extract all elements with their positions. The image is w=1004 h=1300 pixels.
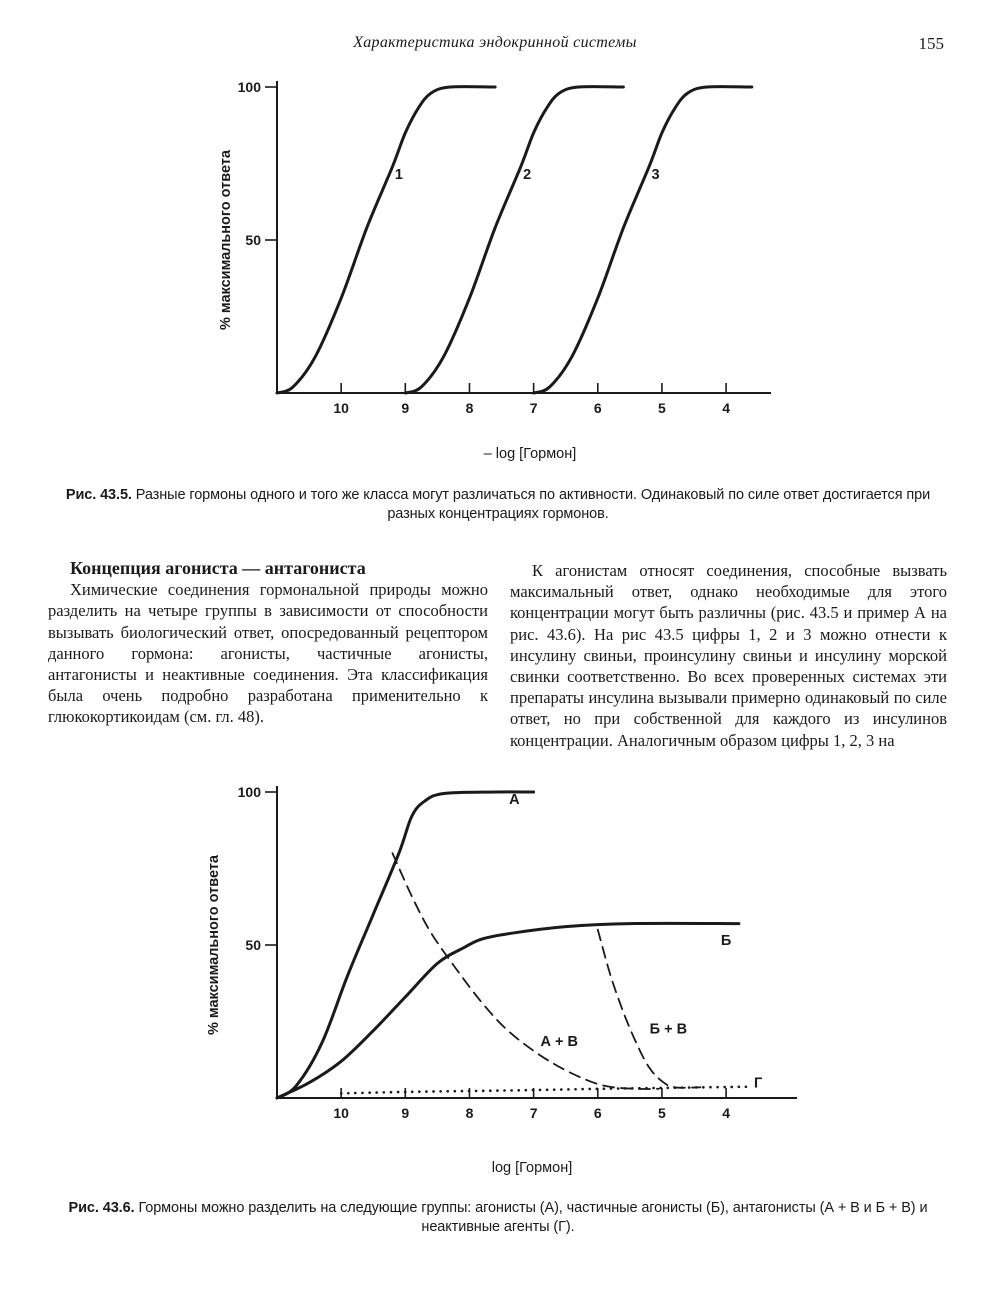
paragraph-right: К агонистам относят соединения, способные вызвать максимальный ответ, однако необходимые для этого концентрации могут быть различны (рис. 43.5 и пример А на рис. 43.6). На рис 43.5 цифры 1, 2 и 3 можно отнести к инсулину свиньи, проинсулину свиньи и инсулину морской свинки соответственно. Во всех проверенных системах эти препараты инсулина вызывали примерно одинаковый по силе ответ, но при собственной для каждого из инсулинов концентрации. Аналогичным образом цифры 1, 2, 3 на [510, 561, 947, 750]
series-line-2 [405, 87, 623, 393]
page-number: 155 [918, 34, 944, 53]
x-tick-label: 5 [658, 400, 666, 416]
x-tick-label: 8 [465, 1105, 474, 1121]
caption-text: Разные гормоны одного и того же класса могут различаться по активности. Одинаковый по силе ответ достигается при разных концентрациях гормонов. [131, 487, 931, 522]
series-label: 2 [523, 166, 532, 183]
series-label: А + В [540, 1033, 579, 1050]
y-axis-label: % максимального ответа [206, 855, 222, 1035]
y-tick-label: 100 [237, 79, 261, 95]
x-tick-label: 6 [593, 1105, 602, 1121]
y-tick-label: 50 [245, 232, 261, 248]
running-title: Характеристика эндокринной системы [353, 34, 637, 51]
x-tick-label: 6 [593, 400, 602, 416]
series-line-Г [341, 1087, 752, 1094]
series-label: Г [754, 1075, 763, 1092]
series-label: А [509, 792, 520, 809]
y-axis-label: % максимального ответа [218, 150, 234, 330]
x-tick-label: 9 [401, 1105, 410, 1121]
right-column [510, 560, 947, 751]
caption-text: Гормоны можно разделить на следующие группы: агонисты (А), частичные агонисты (Б), антагонисты (А + В и Б + В) и неактивные агенты (Г). [134, 1200, 928, 1235]
series-line-1 [277, 87, 495, 393]
series-label: 1 [394, 166, 403, 183]
x-axis-label: log [Гормон] [491, 1160, 573, 1176]
paragraph-left: Химические соединения гормональной природы можно разделить на четыре группы в зависимости от способности вызывать биологический ответ, опосредованный рецептором данного гормона: агонисты, частичные агонисты, антагонисты и неактивные соединения. Эта классификация была очень подробно разработана применительно к глюкокортикоидам (см. гл. 48). [48, 580, 488, 727]
series-line-Б [277, 923, 739, 1098]
x-tick-label: 7 [529, 400, 538, 416]
y-tick-label: 100 [237, 784, 261, 800]
x-tick-label: 9 [401, 400, 410, 416]
running-head [0, 34, 1004, 58]
x-tick-label: 7 [529, 1105, 538, 1121]
x-tick-label: 4 [722, 400, 730, 416]
x-tick-label: 5 [658, 1105, 666, 1121]
y-tick-label: 50 [245, 937, 261, 953]
x-tick-label: 10 [333, 1105, 349, 1121]
x-tick-label: 4 [722, 1105, 730, 1121]
series-line-А [277, 792, 534, 1098]
series-label: 3 [651, 166, 660, 183]
series-label: Б [720, 933, 732, 949]
left-column [48, 558, 488, 728]
series-label: Б + В [649, 1021, 688, 1038]
series-line-А+В [393, 853, 659, 1089]
x-tick-label: 10 [333, 400, 349, 416]
section-heading: Концепция агониста — антагониста [70, 558, 366, 578]
caption-label: Рис. 43.6. [68, 1200, 135, 1216]
figure-43-5-chart [0, 60, 1004, 480]
x-tick-label: 8 [465, 400, 474, 416]
series-line-3 [534, 87, 752, 393]
series-line-Б+В [598, 930, 701, 1088]
caption-label: Рис. 43.5. [65, 487, 132, 503]
figure-43-6-caption [48, 1199, 948, 1237]
figure-43-5-caption [48, 486, 948, 524]
figure-43-6-chart [0, 770, 1004, 1190]
x-axis-label: – log [Гормон] [483, 446, 577, 462]
